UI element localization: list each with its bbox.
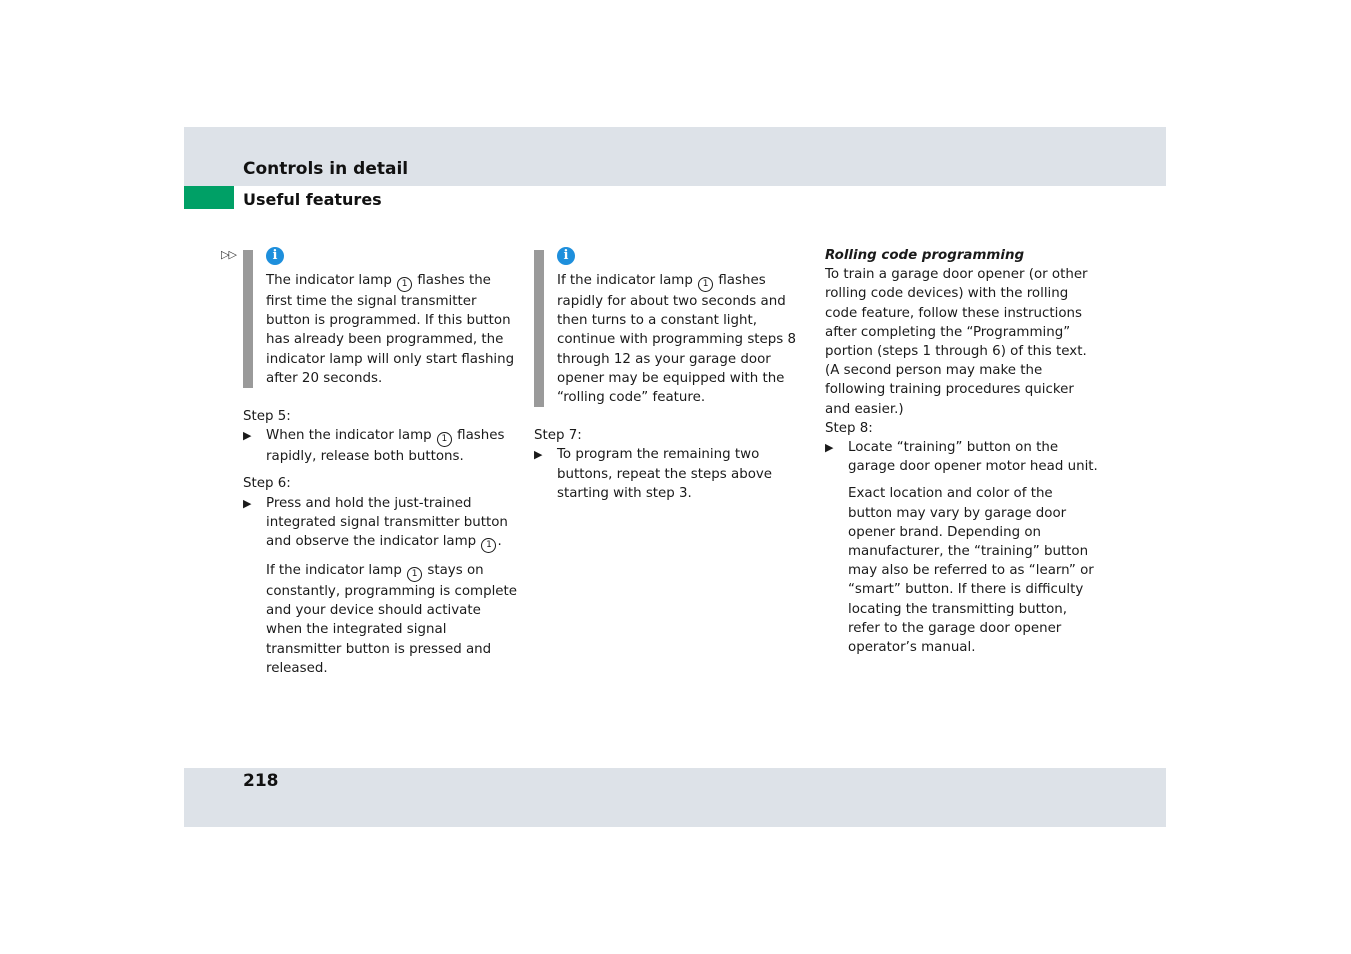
step-8-bullet: ▶ Locate “training” button on the garage door opener motor head unit. — [825, 440, 1098, 475]
step-7-bullet: ▶ To program the remaining two buttons, repeat the steps above starting with step 3. — [534, 447, 773, 501]
page-number: 218 — [243, 771, 279, 791]
lamp-number-icon: 1 — [397, 277, 412, 292]
note-bar — [243, 250, 253, 388]
chapter-title: Controls in detail — [243, 159, 409, 179]
column-3 — [825, 246, 1100, 657]
step-7-label: Step 7: — [534, 428, 582, 444]
column-2 — [534, 246, 809, 511]
info-note — [534, 246, 809, 407]
note-text: The indicator lamp 1 flashes the first time the signal transmitter button is programmed. If this button has already been programmed, the indicator lamp will only start flashing after 20 seconds. — [266, 273, 515, 386]
section-tab-marker — [184, 186, 234, 209]
info-icon: i — [557, 247, 575, 265]
continuation-icon: ▷▷ — [221, 248, 236, 261]
step-8-label: Step 8: — [825, 420, 873, 436]
info-icon: i — [266, 247, 284, 265]
bullet-arrow-icon: ▶ — [534, 448, 543, 462]
rolling-code-intro: To train a garage door opener (or other rolling code devices) with the rolling code feature, follow these instructions after completing the “Programming” portion (steps 1 through 6) of this text. (A second person may make the following training procedures quicker and easier.) — [825, 267, 1088, 417]
column-1 — [243, 246, 518, 678]
bullet-arrow-icon: ▶ — [243, 429, 252, 443]
footer-band — [184, 768, 1166, 827]
rolling-code-heading: Rolling code programming — [825, 248, 1025, 263]
lamp-number-icon: 1 — [698, 277, 713, 292]
lamp-number-icon: 1 — [437, 432, 452, 447]
info-note — [243, 246, 518, 388]
step-5-label: Step 5: — [243, 409, 291, 425]
note-bar — [534, 250, 544, 407]
step-6-paragraph: If the indicator lamp 1 stays on constantly, programming is complete and your device should activate when the integrated signal transmitter button is pressed and released. — [266, 563, 518, 676]
note-text: If the indicator lamp 1 flashes rapidly for about two seconds and then turns to a constant light, continue with programming steps 8 through 12 as your garage door opener may be equipped with the “rolling code” feature. — [557, 273, 797, 406]
step-6-bullet: ▶ Press and hold the just-trained integrated signal transmitter button and observe the indicator lamp 1 . — [243, 494, 518, 553]
bullet-arrow-icon: ▶ — [825, 441, 834, 455]
lamp-number-icon: 1 — [407, 567, 422, 582]
lamp-number-icon: 1 — [481, 538, 496, 553]
step-5-bullet: ▶ When the indicator lamp 1 flashes rapidly, release both buttons. — [243, 428, 505, 465]
bullet-arrow-icon: ▶ — [243, 496, 252, 510]
step-8-paragraph: Exact location and color of the button may vary by garage door opener brand. Depending on manufacturer, the “training” button may also be referred to as “learn” or “smart” button. If there is difficulty locating the transmitting button, refer to the garage door opener operator’s manual. — [848, 486, 1094, 656]
step-6-label: Step 6: — [243, 476, 291, 492]
section-title: Useful features — [243, 190, 382, 209]
